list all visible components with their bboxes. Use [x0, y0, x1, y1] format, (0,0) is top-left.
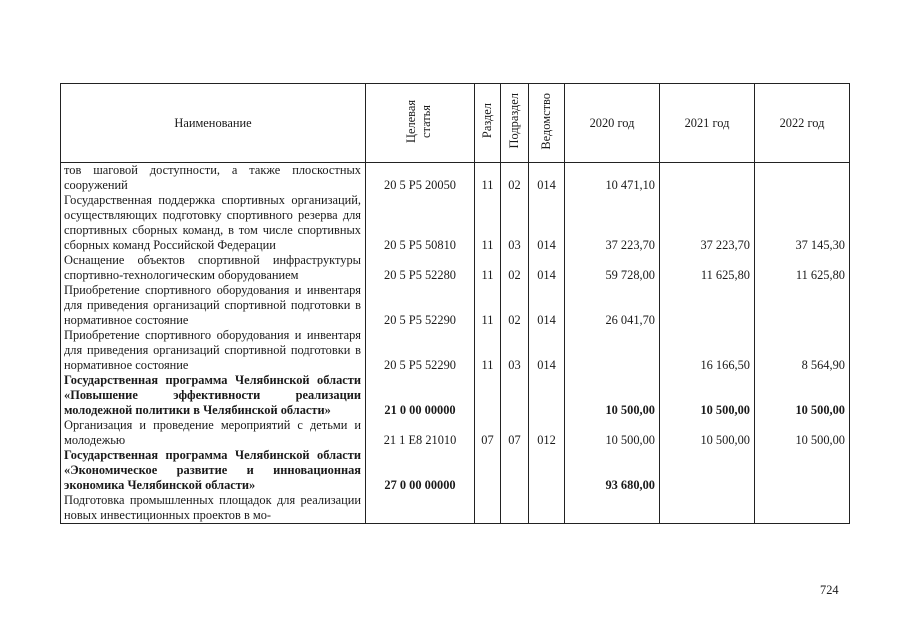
row-value-2022: 10 500,00: [755, 373, 850, 418]
row-section: 11: [475, 193, 501, 253]
row-value-2021: [660, 163, 755, 194]
table-row: [61, 448, 850, 493]
row-department: [529, 493, 565, 524]
row-value-2020: 26 041,70: [565, 283, 660, 328]
header-subsection-label: Подраздел: [507, 93, 521, 149]
row-value-2021: [660, 448, 755, 493]
row-value-2021: 16 166,50: [660, 328, 755, 373]
page-number: 724: [820, 583, 839, 597]
row-subsection: 07: [501, 418, 529, 448]
row-code: 20 5 P5 20050: [366, 163, 475, 194]
header-subsection: [501, 84, 529, 163]
row-section: 11: [475, 253, 501, 283]
row-value-2022: [755, 283, 850, 328]
row-section: [475, 493, 501, 524]
row-value-2022: 11 625,80: [755, 253, 850, 283]
row-value-2020: 10 500,00: [565, 418, 660, 448]
row-subsection: [501, 373, 529, 418]
row-subsection: [501, 493, 529, 524]
table-row: [61, 193, 850, 253]
row-department: [529, 448, 565, 493]
row-subsection: 02: [501, 253, 529, 283]
row-section: [475, 373, 501, 418]
row-name: Государственная программа Челябинской области «Экономическое развитие и инновационная экономика Челябинской области»: [61, 448, 366, 493]
row-section: 11: [475, 163, 501, 194]
header-section-label: Раздел: [480, 103, 494, 139]
budget-table: [60, 83, 850, 524]
row-subsection: [501, 448, 529, 493]
header-department: [529, 84, 565, 163]
table-row: [61, 373, 850, 418]
row-value-2020: 37 223,70: [565, 193, 660, 253]
row-name: Приобретение спортивного оборудования и инвентаря для приведения организаций спортивной подготовки в нормативное состояние: [61, 283, 366, 328]
row-subsection: 03: [501, 193, 529, 253]
row-name: Организация и проведение мероприятий с детьми и молодежью: [61, 418, 366, 448]
row-section: 07: [475, 418, 501, 448]
row-value-2020: [565, 493, 660, 524]
row-subsection: 03: [501, 328, 529, 373]
row-value-2022: [755, 163, 850, 194]
table-row: [61, 418, 850, 448]
row-value-2022: [755, 493, 850, 524]
row-code: 27 0 00 00000: [366, 448, 475, 493]
row-value-2022: 8 564,90: [755, 328, 850, 373]
row-code: 21 0 00 00000: [366, 373, 475, 418]
table-row: [61, 253, 850, 283]
header-department-label: Ведомство: [539, 92, 553, 150]
row-value-2020: [565, 328, 660, 373]
row-value-2021: 37 223,70: [660, 193, 755, 253]
row-value-2020: 93 680,00: [565, 448, 660, 493]
table-row: [61, 328, 850, 373]
header-section: [475, 84, 501, 163]
row-department: 014: [529, 163, 565, 194]
row-department: [529, 373, 565, 418]
row-name: Приобретение спортивного оборудования и инвентаря для приведения организаций спортивной подготовки в нормативное состояние: [61, 328, 366, 373]
row-department: 012: [529, 418, 565, 448]
row-name: тов шаговой доступности, а также плоскостных сооружений: [61, 163, 366, 194]
row-subsection: 02: [501, 283, 529, 328]
table-header-row: [61, 84, 850, 163]
row-department: 014: [529, 283, 565, 328]
row-code: 20 5 P5 52290: [366, 283, 475, 328]
row-value-2020: 10 500,00: [565, 373, 660, 418]
table-row: [61, 283, 850, 328]
header-2020: 2020 год: [565, 84, 660, 163]
row-value-2020: 10 471,10: [565, 163, 660, 194]
row-value-2022: 37 145,30: [755, 193, 850, 253]
row-code: [366, 493, 475, 524]
row-value-2021: 10 500,00: [660, 373, 755, 418]
row-department: 014: [529, 253, 565, 283]
row-code: 20 5 P5 52280: [366, 253, 475, 283]
table-row: [61, 163, 850, 194]
row-value-2021: [660, 283, 755, 328]
row-name: Оснащение объектов спортивной инфраструктуры спортивно-технологическим оборудованием: [61, 253, 366, 283]
header-name: Наименование: [61, 84, 366, 163]
row-department: 014: [529, 193, 565, 253]
row-code: 20 5 P5 52290: [366, 328, 475, 373]
row-code: 20 5 P5 50810: [366, 193, 475, 253]
row-section: [475, 448, 501, 493]
row-value-2022: 10 500,00: [755, 418, 850, 448]
row-value-2021: 11 625,80: [660, 253, 755, 283]
header-code: [366, 84, 475, 163]
row-name: Государственная программа Челябинской области «Повышение эффективности реализации молодежной политики в Челябинской области»: [61, 373, 366, 418]
header-code-label: Целевая статья: [404, 99, 433, 143]
row-section: 11: [475, 283, 501, 328]
row-value-2021: [660, 493, 755, 524]
row-value-2021: 10 500,00: [660, 418, 755, 448]
row-value-2022: [755, 448, 850, 493]
row-value-2020: 59 728,00: [565, 253, 660, 283]
header-2021: 2021 год: [660, 84, 755, 163]
row-name: Подготовка промышленных площадок для реализации новых инвестиционных проектов в мо-: [61, 493, 366, 524]
row-name: Государственная поддержка спортивных организаций, осуществляющих подготовку спортивного резерва для спортивных сборных команд, в том числе спортивных сборных команд Российской Федерации: [61, 193, 366, 253]
row-code: 21 1 E8 21010: [366, 418, 475, 448]
table-row: [61, 493, 850, 524]
row-subsection: 02: [501, 163, 529, 194]
header-2022: 2022 год: [755, 84, 850, 163]
row-department: 014: [529, 328, 565, 373]
row-section: 11: [475, 328, 501, 373]
